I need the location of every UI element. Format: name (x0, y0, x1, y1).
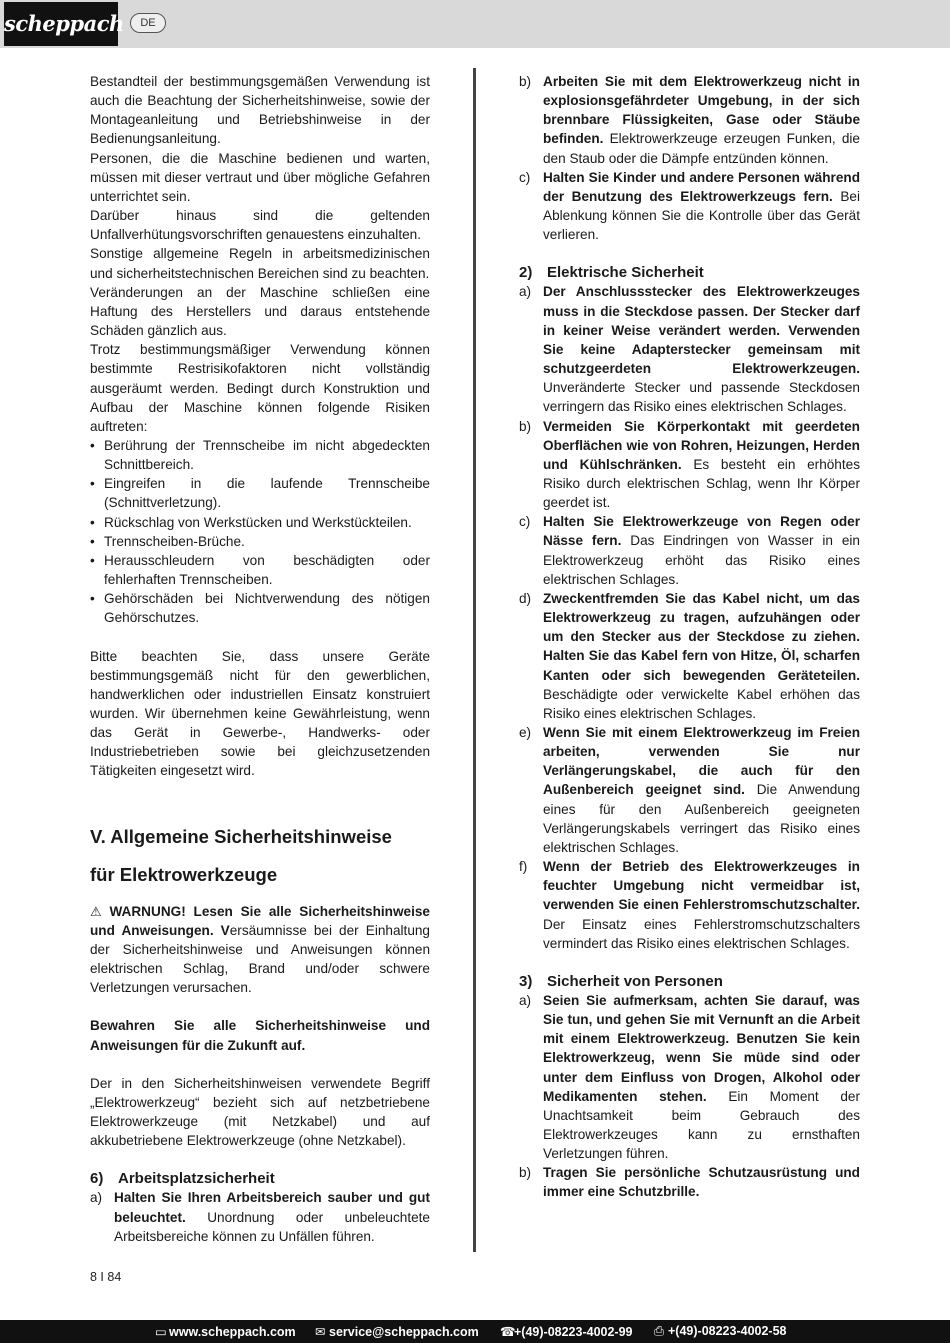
list-item: • Trennscheiben-Brüche. (90, 532, 430, 551)
paragraph: Bitte beachten Sie, dass unsere Geräte bestimmungsgemäß nicht für den gewerblichen, handwerklichen oder industriellen Einsatz konstruiert wurden. Wir übernehmen keine Gewährleistung, wenn das Gerät in Gewerbe-, Handwerks- oder Industriebetrieben sowie bei gleichzusetzenden Tätigkeiten eingesetzt wird. (90, 648, 430, 779)
envelope-icon: ✉ (315, 1325, 326, 1339)
subsection-title: 6) Arbeitsplatzsicherheit (90, 1170, 275, 1188)
header-bar (0, 0, 950, 48)
footer-fax: ⎙ +(49)-08223-4002-58 (654, 1324, 787, 1338)
scheppach-logo: scheppach (4, 2, 118, 46)
section-title: für Elektrowerkzeuge (90, 863, 278, 885)
list-item: • Gehörschäden bei Nichtverwendung des nötigen Gehörschutzes. (90, 589, 430, 627)
subsection-title: 3) Sicherheit von Personen (519, 972, 723, 990)
list-item: f) Wenn der Betrieb des Elektrowerkzeuges in feuchter Umgebung nicht vermeidbar ist, verwenden Sie einen Fehlerstromschutzschalter. Der Einsatz eines Fehlerstromschutzschalters vermindert das Risiko eines elektrischen Schlages. (519, 859, 860, 951)
language-badge: DE (130, 13, 166, 33)
list-item: • Eingreifen in die laufende Trennscheibe (Schnittverletzung). (90, 474, 430, 512)
list-item: c) Halten Sie Elektrowerkzeuge von Regen oder Nässe fern. Das Eindringen von Wasser in ein Elektrowerkzeug erhöht das Risiko eines elektrischen Schlages. (519, 514, 860, 587)
list-item: a) Seien Sie aufmerksam, achten Sie darauf, was Sie tun, und gehen Sie mit Vernunft an die Arbeit mit einem Elektrowerkzeug. Benutzen Sie kein Elektrowerkzeug, wenn Sie müde sind oder unter dem Einfluss von Drogen, Alkohol oder Medikamenten stehen. Ein Moment der Unachtsamkeit beim Gebrauch des Elektrowerkzeuges kann zu ernsthaften Verletzungen führen. (519, 992, 861, 1162)
footer-phone: ☎+(49)-08223-4002-99 (500, 1325, 633, 1339)
footer-website[interactable]: ▭ www.scheppach.com (155, 1325, 296, 1339)
column-divider (473, 68, 476, 1252)
list-item: • Rückschlag von Werkstücken und Werkstückteilen. (90, 513, 430, 532)
right-column (519, 72, 860, 1202)
fax-icon: ⎙ (654, 1324, 665, 1338)
phone-icon: ☎ (500, 1325, 516, 1339)
paragraph: Personen, die die Maschine bedienen und warten, müssen mit dieser vertraut und über mögliche Gefahren unterrichtet sein. (90, 150, 430, 204)
list-item: c) Halten Sie Kinder und andere Personen während der Benutzung des Elektrowerkzeugs fern. Bei Ablenkung können Sie die Kontrolle über das Gerät verlieren. (519, 169, 860, 243)
left-column (90, 72, 430, 1246)
list-item: a) Der Anschlussstecker des Elektrowerkzeuges muss in die Steckdose passen. Der Stecker darf in keiner Weise verändert werden. Verwenden Sie keine Adapterstecker gemeinsam mit schutzgeerdeten Elektrowerkzeugen. Unveränderte Stecker und passende Steckdosen verringern das Risiko eines elektrischen Schlages. (519, 284, 860, 415)
list-item: b) Tragen Sie persönliche Schutzausrüstung und immer eine Schutzbrille. (519, 1165, 860, 1200)
footer-email[interactable]: ✉ service@scheppach.com (315, 1325, 479, 1339)
list-item: d) Zweckentfremden Sie das Kabel nicht, um das Elektrowerkzeug zu tragen, aufzuhängen oder um den Stecker aus der Steckdose zu ziehen. Halten Sie das Kabel fern von Hitze, Öl, scharfen Kanten oder sich bewegenden Geräteteilen. Beschädigte oder verwickelte Kabel erhöhen das Risiko eines elektrischen Schlages. (519, 590, 860, 721)
paragraph: Veränderungen an der Maschine schließen eine Haftung des Herstellers und daraus entstehende Schäden gänzlich aus. (90, 284, 430, 339)
list-item: • Herausschleudern von beschädigten oder fehlerhaften Trennscheiben. (90, 551, 430, 589)
section-title: V. Allgemeine Sicherheitshinweise (90, 825, 392, 847)
paragraph: Sonstige allgemeine Regeln in arbeitsmedizinischen und sicherheitstechnischen Bereichen sind zu beachten. (90, 246, 430, 281)
paragraph: Darüber hinaus sind die geltenden Unfallverhütungsvorschriften genauestens einzuhalten. (90, 208, 430, 243)
list-item: b) Arbeiten Sie mit dem Elektrowerkzeug nicht in explosionsgefährdeter Umgebung, in der sich brennbare Flüssigkeiten, Gase oder Stäube befinden. Elektrowerkzeuge erzeugen Funken, die den Staub oder die Dämpfe entzünden können. (519, 74, 860, 166)
list-item: e) Wenn Sie mit einem Elektrowerkzeug im Freien arbeiten, verwenden Sie nur Verlängerungskabel, die auch für den Außenbereich geeignet sind. Die Anwendung eines für den Außenbereich geeigneten Verlängerungskabels verringert das Risiko eines elektrischen Schlages. (519, 725, 860, 855)
list-item: b) Vermeiden Sie Körperkontakt mit geerdeten Oberflächen wie von Rohren, Heizungen, Herden und Kühlschränken. Es besteht ein erhöhtes Risiko durch elektrischen Schlag, wenn Ihr Körper geerdet ist. (519, 418, 861, 511)
risk-list (90, 436, 430, 628)
paragraph: Bewahren Sie alle Sicherheitshinweise und Anweisungen für die Zukunft auf. (90, 1018, 430, 1053)
warning-paragraph: ⚠ WARNUNG! Lesen Sie alle Sicherheitshinweise und Anweisungen. Versäumnisse bei der Einhaltung der Sicherheitshinweise und Anweisungen können elektrischen Schlag, Brand und/oder schwere Verletzungen verursachen. (90, 903, 430, 996)
subsection-title: 2) Elektrische Sicherheit (519, 264, 704, 282)
warning-triangle-icon: ⚠ (90, 903, 102, 919)
paragraph: Der in den Sicherheitshinweisen verwendete Begriff „Elektrowerkzeug“ bezieht sich auf netzbetriebene Elektrowerkzeuge (mit Netzkabel) und auf akkubetriebene Elektrowerkzeuge (ohne Netzkabel). (90, 1075, 430, 1149)
page-number: 8 I 84 (90, 1270, 122, 1284)
paragraph: Trotz bestimmungsmäßiger Verwendung können bestimmte Restrisikofaktoren nicht vollständig ausgeräumt werden. Bedingt durch Konstruktion und Aufbau der Maschine können folgende Risiken auftreten: (90, 342, 430, 434)
list-item: • Berührung der Trennscheibe im nicht abgedeckten Schnittbereich. (90, 436, 430, 474)
list-item: a) Halten Sie Ihren Arbeitsbereich sauber und gut beleuchtet. Unordnung oder unbeleuchtete Arbeitsbereiche können zu Unfällen führen. (90, 1190, 430, 1244)
footer-bar (0, 1320, 950, 1343)
paragraph: Bestandteil der bestimmungsgemäßen Verwendung ist auch die Beachtung der Sicherheitshinweise, sowie der Montageanleitung und Betriebshinweise in der Bedienungsanleitung. (90, 74, 430, 147)
computer-icon: ▭ (155, 1325, 167, 1339)
